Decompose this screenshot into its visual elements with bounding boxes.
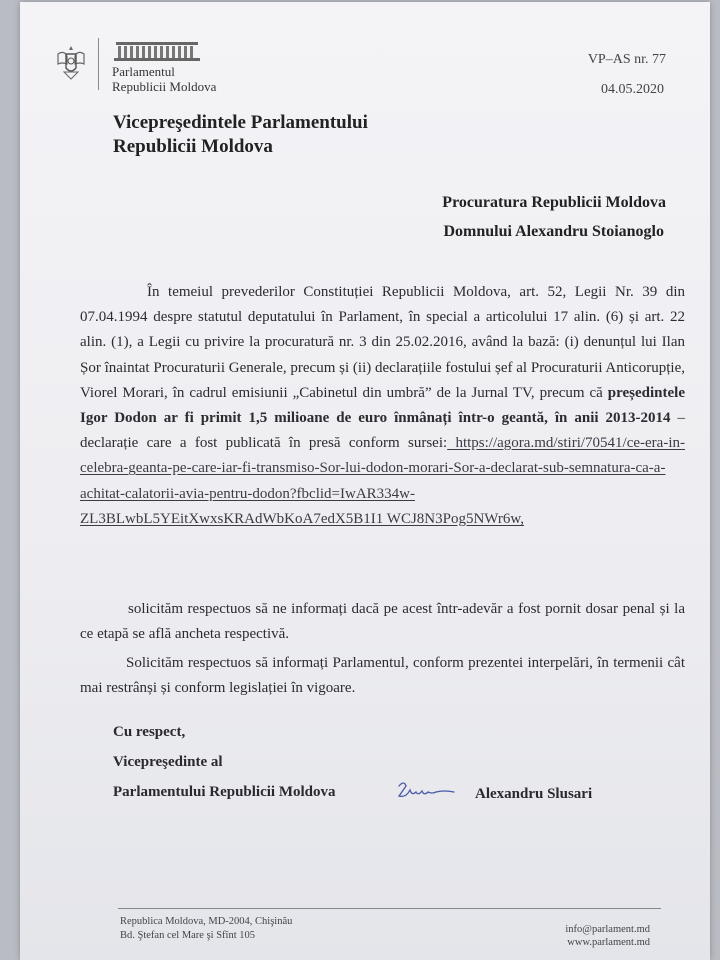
header-divider <box>98 38 99 90</box>
sender-title-line1: Vicepreşedintele Parlamentului <box>113 112 368 133</box>
parliament-building-icon <box>112 40 202 62</box>
handwritten-signature <box>396 778 458 802</box>
signer-title-line2: Parlamentului Republicii Moldova <box>113 784 336 800</box>
signer-title-line1: Vicepreşedinte al <box>113 754 223 770</box>
coat-of-arms-icon <box>54 42 88 82</box>
body-text: În temeiul prevederilor Constituției Republicii Moldova, art. 52, Legii Nr. 39 din 07.04.1994 despre statutul deputatului în Parlament, în special a articolului 17 alin. (6) și art. 22 alin. (1), a Legii cu privire la procuratură nr. 3 din 25.02.2016, având la bază: (i) denunțul lui Ilan Șor înaintat Procuraturii Generale, precum și (ii) declarațiile fostului șef al Procuraturii Anticorupție, Viorel Morari, în cadrul emisiunii „Cabinetul din umbră” de la Jurnal TV, precum că <box>80 284 685 401</box>
document-number: VP–AS nr. 77 <box>587 52 666 67</box>
body-text: – declarație care a fost publicată în presă conform sursei: <box>80 410 685 452</box>
footer-email[interactable]: info@parlament.md <box>565 924 650 935</box>
org-name-line2: Republicii Moldova <box>112 79 217 94</box>
signer-name: Alexandru Slusari <box>475 786 593 802</box>
body-bold-text: președintele Igor Dodon ar fi primit 1,5 milioane de euro înmânați într-o geantă, în anii 2013-2014 <box>80 384 685 427</box>
recipient-institution: Procuratura Republicii Moldova <box>442 194 666 211</box>
footer-address-line2: Bd. Ştefan cel Mare şi Sfînt 105 <box>120 930 256 941</box>
source-link[interactable]: https://agora.md/stiri/70541/ce-era-in-celebra-geanta-pe-care-iar-fi-transmiso-Sor-lui-dodon-morari-Sor-a-declarat-sub-semnatura-ca-a-achitat-calatorii-avia-pentru-dodon?fbclid=IwAR334w-ZL3BLwbL5YEitXwxsKRAdWbKoA7edX5B1I1 WCJ8N3Pog5NWr6w, <box>80 435 685 527</box>
body-paragraph-1 <box>80 280 685 532</box>
sender-title-line2: Republicii Moldova <box>113 136 273 157</box>
org-name-line1: Parlamentul <box>112 64 175 79</box>
footer-website[interactable]: www.parlament.md <box>567 937 650 948</box>
body-paragraph-3: Solicităm respectuos să informați Parlamentul, conform prezentei interpelări, în termenii cât mai restrânși și conform legislației în vigoare. <box>80 655 685 697</box>
footer-divider <box>118 908 661 909</box>
closing-salutation: Cu respect, <box>113 724 186 740</box>
recipient-person: Domnului Alexandru Stoianoglo <box>443 223 664 240</box>
letter-page <box>20 2 710 960</box>
document-date: 04.05.2020 <box>601 82 664 97</box>
footer-address-line1: Republica Moldova, MD-2004, Chişinău <box>120 916 293 927</box>
body-paragraph-2: solicităm respectuos să ne informați dacă pe acest într-adevăr a fost pornit dosar penal și la ce etapă se află ancheta respectivă. <box>80 601 685 643</box>
